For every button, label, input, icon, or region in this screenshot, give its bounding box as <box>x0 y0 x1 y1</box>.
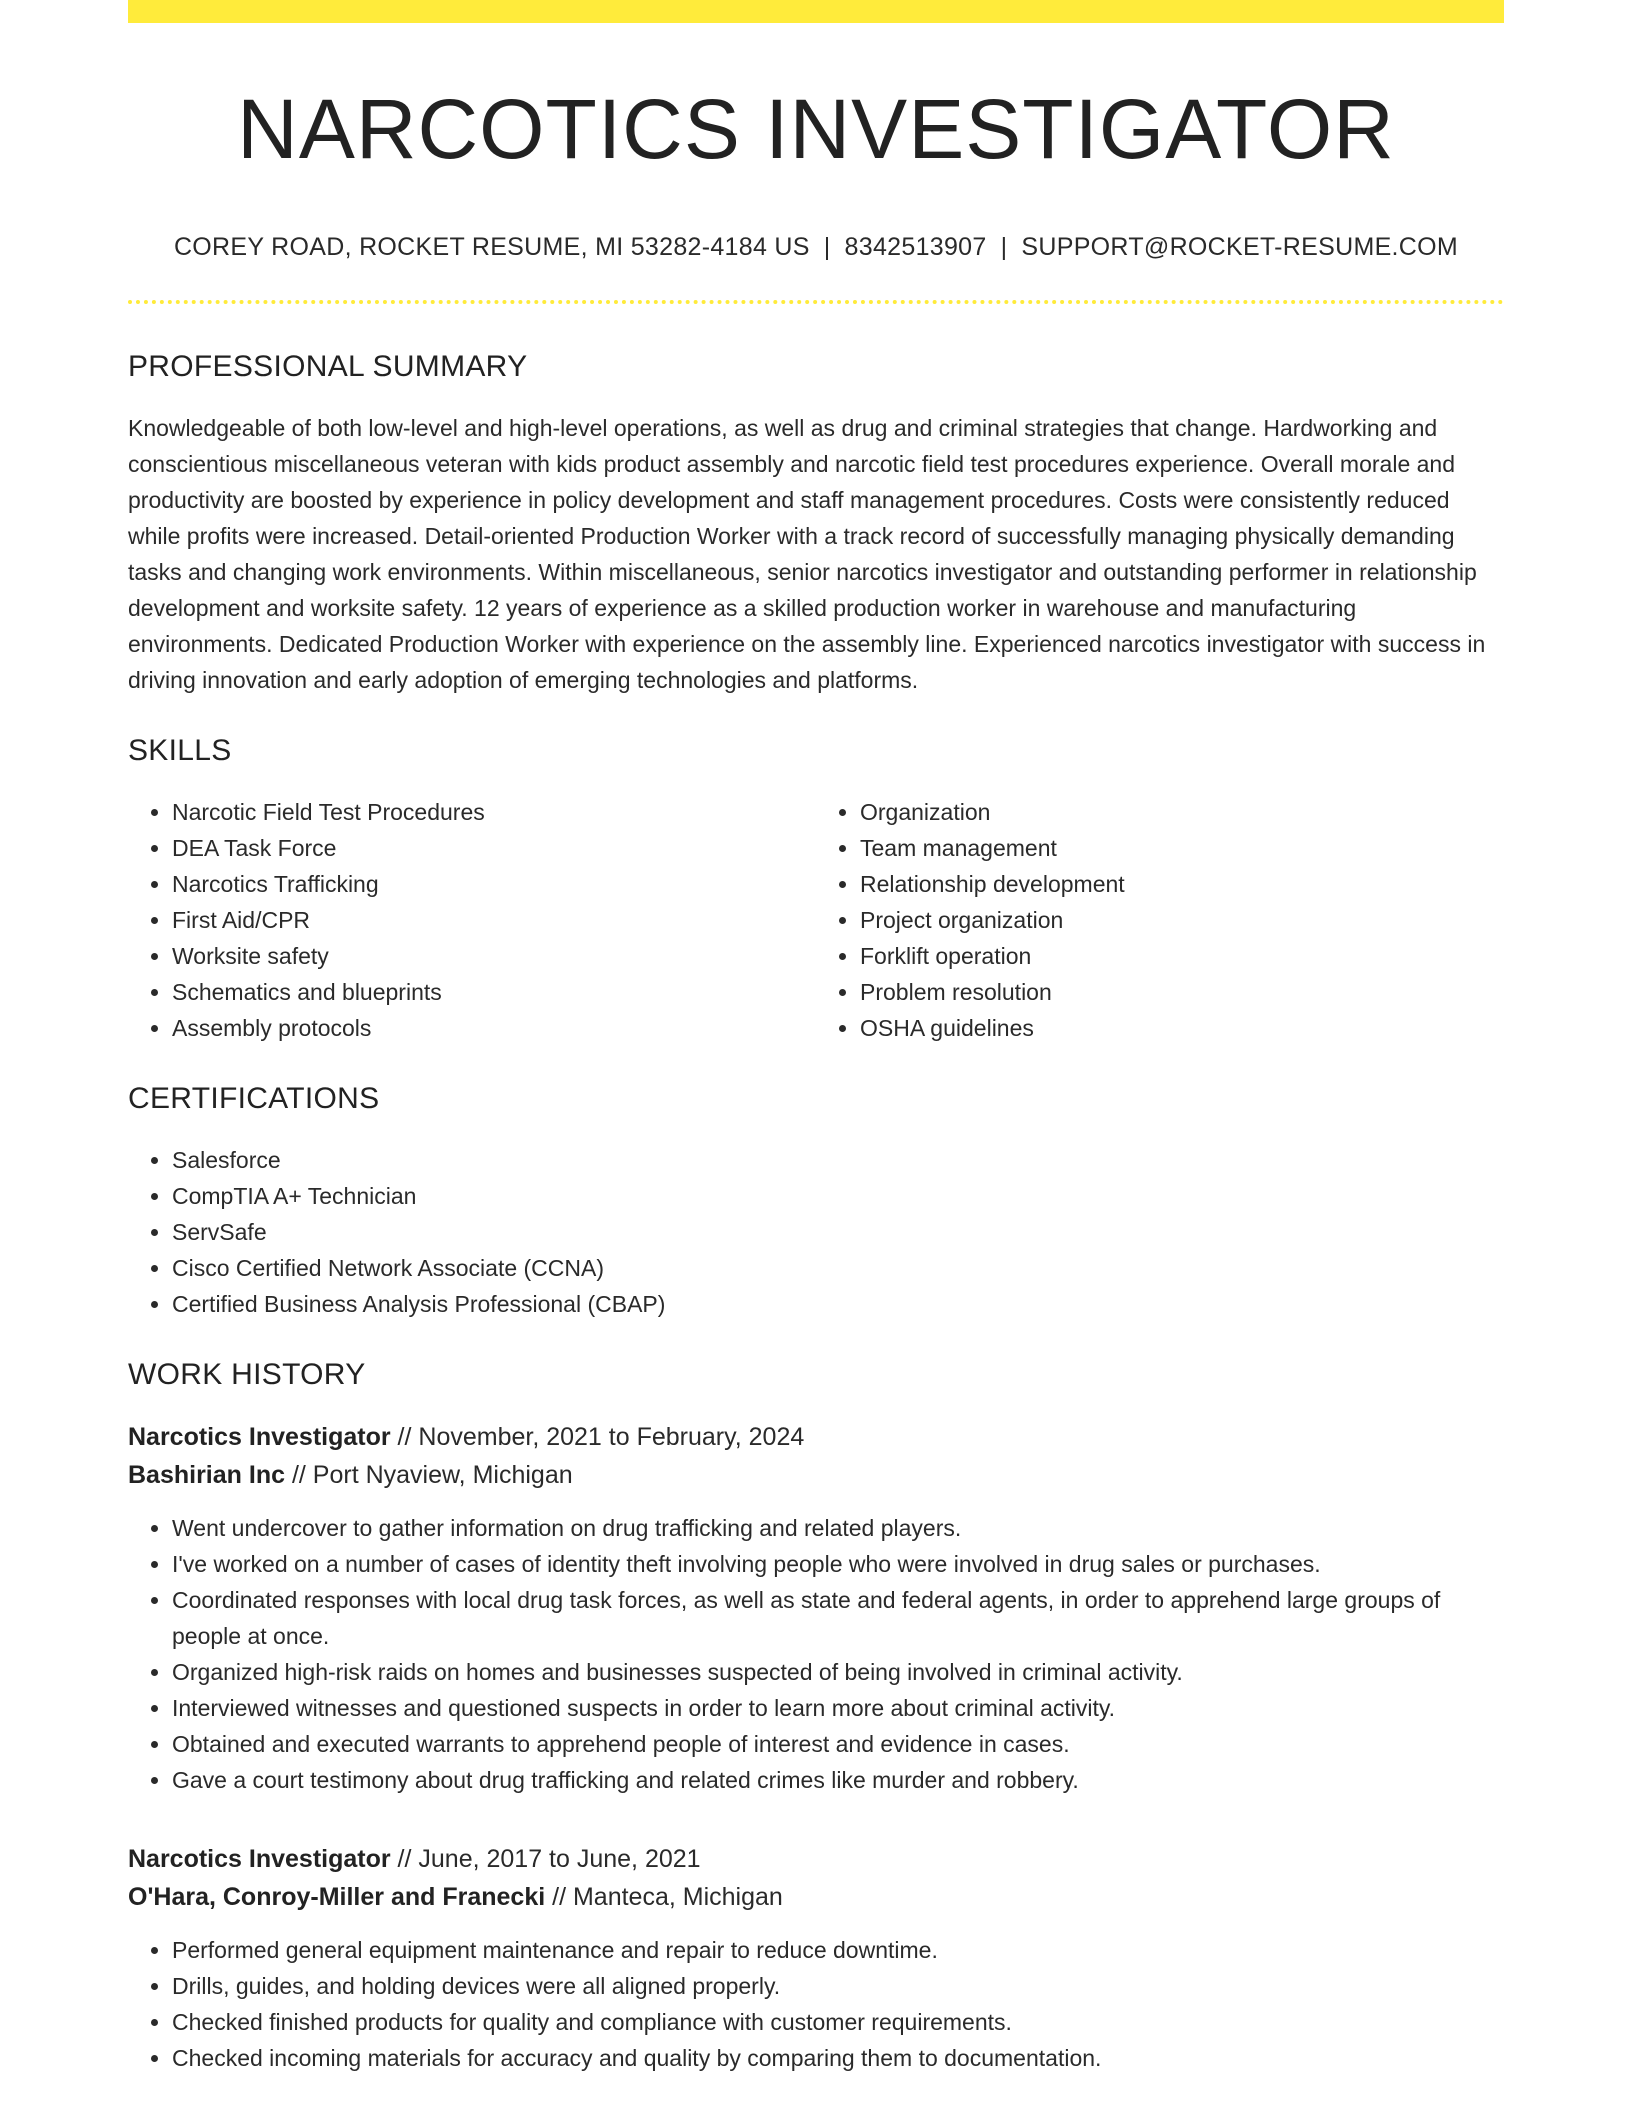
job-bullet: • I've worked on a number of cases of identity theft involving people who were involved in drug sales or purchases. <box>172 1546 1504 1582</box>
skill-item: • Team management <box>860 830 1504 866</box>
skill-item: • Problem resolution <box>860 974 1504 1010</box>
job-company-line <box>128 1456 1504 1494</box>
job-position: Narcotics Investigator <box>128 1423 391 1452</box>
skills-list-right <box>816 794 1504 1046</box>
header-divider <box>128 300 1504 304</box>
job-bullet: • Interviewed witnesses and questioned suspects in order to learn more about criminal activity. <box>172 1690 1504 1726</box>
job-entry <box>128 1840 1504 2076</box>
certification-item: • Salesforce <box>172 1142 1504 1178</box>
job-bullet: • Obtained and executed warrants to apprehend people of interest and evidence in cases. <box>172 1726 1504 1762</box>
job-bullet: • Drills, guides, and holding devices were all aligned properly. <box>172 1968 1504 2004</box>
certifications-list <box>128 1142 1504 1322</box>
skill-item: • Forklift operation <box>860 938 1504 974</box>
skill-item: • Narcotic Field Test Procedures <box>172 794 816 830</box>
job-bullets <box>128 1932 1504 2076</box>
contact-email[interactable]: SUPPORT@ROCKET-RESUME.COM <box>1021 233 1459 262</box>
job-bullet: • Gave a court testimony about drug trafficking and related crimes like murder and robbery. <box>172 1762 1504 1798</box>
skill-item: • Organization <box>860 794 1504 830</box>
job-dates: June, 2017 to June, 2021 <box>418 1845 701 1874</box>
skill-item: • First Aid/CPR <box>172 902 816 938</box>
job-title-line <box>128 1418 1504 1456</box>
certifications-heading: CERTIFICATIONS <box>128 1082 380 1116</box>
job-bullet: • Checked finished products for quality and compliance with customer requirements. <box>172 2004 1504 2040</box>
job-bullet: • Went undercover to gather information on drug trafficking and related players. <box>172 1510 1504 1546</box>
certification-item: • ServSafe <box>172 1214 1504 1250</box>
certification-item: • Cisco Certified Network Associate (CCNA) <box>172 1250 1504 1286</box>
job-position: Narcotics Investigator <box>128 1845 391 1874</box>
skill-item: • OSHA guidelines <box>860 1010 1504 1046</box>
skill-item: • Assembly protocols <box>172 1010 816 1046</box>
skill-item: • DEA Task Force <box>172 830 816 866</box>
job-bullet: • Performed general equipment maintenance and repair to reduce downtime. <box>172 1932 1504 1968</box>
summary-heading: PROFESSIONAL SUMMARY <box>128 350 528 384</box>
certification-item: • Certified Business Analysis Professional (CBAP) <box>172 1286 1504 1322</box>
job-entry <box>128 1418 1504 1798</box>
contact-line <box>128 233 1504 262</box>
contact-address: COREY ROAD, ROCKET RESUME, MI 53282-4184 US <box>173 233 810 262</box>
skill-item: • Project organization <box>860 902 1504 938</box>
job-location: Manteca, Michigan <box>572 1883 783 1912</box>
contact-separator: | <box>823 233 831 262</box>
skills-heading: SKILLS <box>128 734 232 768</box>
job-title-line <box>128 1840 1504 1878</box>
skill-item: • Relationship development <box>860 866 1504 902</box>
top-accent-bar <box>128 0 1504 23</box>
contact-separator: | <box>1000 233 1008 262</box>
skill-item: • Narcotics Trafficking <box>172 866 816 902</box>
job-separator: // <box>390 1423 419 1452</box>
job-company-line <box>128 1878 1504 1916</box>
job-separator: // <box>545 1883 573 1912</box>
skills-list-left <box>128 794 816 1046</box>
job-company: Bashirian Inc <box>128 1461 285 1490</box>
job-company: O'Hara, Conroy-Miller and Franecki <box>128 1883 546 1912</box>
work-history-heading: WORK HISTORY <box>128 1358 366 1392</box>
job-bullet: • Organized high-risk raids on homes and businesses suspected of being involved in criminal activity. <box>172 1654 1504 1690</box>
job-bullets <box>128 1510 1504 1798</box>
contact-phone: 8342513907 <box>844 233 987 262</box>
resume-page <box>128 0 1504 2076</box>
job-separator: // <box>390 1845 419 1874</box>
summary-text: Knowledgeable of both low-level and high-level operations, as well as drug and criminal strategies that change. Hardworking and conscientious miscellaneous veteran with kids product assembly and narcotic field test procedures experience. Overall morale and productivity are boosted by experience in policy development and staff management procedures. Costs were consistently reduced while profits were increased. Detail-oriented Production Worker with a track record of successfully managing physically demanding tasks and changing work environments. Within miscellaneous, senior narcotics investigator and outstanding performer in relationship development and worksite safety. 12 years of experience as a skilled production worker in warehouse and manufacturing environments. Dedicated Production Worker with experience on the assembly line. Experienced narcotics investigator with success in driving innovation and early adoption of emerging technologies and platforms. <box>128 415 1486 694</box>
job-dates: November, 2021 to February, 2024 <box>418 1423 805 1452</box>
resume-name: NARCOTICS INVESTIGATOR <box>237 82 1395 176</box>
skills-columns <box>128 794 1504 1046</box>
job-separator: // <box>285 1461 313 1490</box>
certification-item: • CompTIA A+ Technician <box>172 1178 1504 1214</box>
job-bullet: • Coordinated responses with local drug task forces, as well as state and federal agents, in order to apprehend large groups of people at once. <box>172 1582 1504 1654</box>
job-bullet: • Checked incoming materials for accuracy and quality by comparing them to documentation. <box>172 2040 1504 2076</box>
skill-item: • Schematics and blueprints <box>172 974 816 1010</box>
job-location: Port Nyaview, Michigan <box>312 1461 573 1490</box>
skill-item: • Worksite safety <box>172 938 816 974</box>
